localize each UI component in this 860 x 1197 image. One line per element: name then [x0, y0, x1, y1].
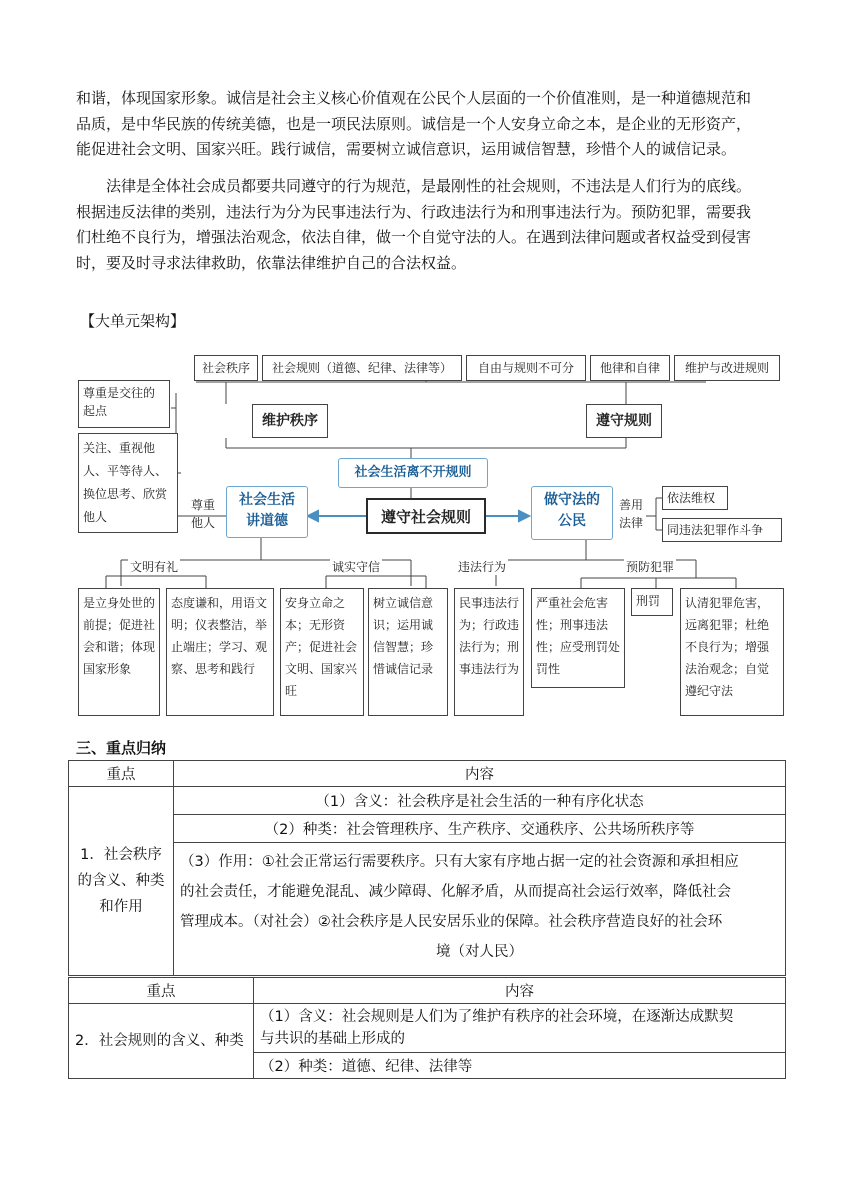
bottom-box-civil-1: 是立身处世的前提；促进社会和谐；体现国家形象	[78, 588, 160, 716]
bottom-box-civil-2: 态度谦和，用语文明；仪表整洁，举止端庄；学习、观察、思考和践行	[166, 588, 274, 716]
top-box-social-rules: 社会规则（道德、纪律、法律等）	[262, 355, 462, 381]
table2-header-content: 内容	[254, 978, 786, 1004]
top-box-freedom-rules: 自由与规则不可分	[466, 355, 586, 381]
bottom-box-crime-features: 严重社会危害性；刑事违法性；应受刑罚处罚性	[531, 588, 625, 688]
bottom-box-prevent: 认清犯罪危害，远离犯罪；杜绝不良行为；增强法治观念；自觉遵纪守法	[680, 588, 784, 716]
table1-content-meaning: （1）含义：社会秩序是社会生活的一种有序化状态	[174, 787, 786, 815]
table1-header-key: 重点	[69, 761, 174, 787]
follow-rules-box: 遵守规则	[586, 404, 662, 438]
bottom-box-honest-1: 安身立命之本；无形资产；促进社会文明、国家兴旺	[280, 588, 364, 716]
unit-framework-diagram	[76, 338, 786, 722]
table2-content-meaning: （1）含义：社会规则是人们为了维护有秩序的社会环境，在逐渐达成默契 与共识的基础上形成的	[254, 1004, 786, 1053]
table1-content-function: （3）作用：①社会正常运行需要秩序。只有大家有序地占据一定的社会资源和承担相应 的社会责任，才能避免混乱、减少障碍、化解矛盾，从而提高社会运行效率，降低社会 管理成本。（对社会）②社会秩序是人民安居乐业的保障。社会秩序营造良好的社会环 境（对人民）	[174, 843, 786, 976]
bottom-box-illegal: 民事违法行为；行政违法行为；刑事违法行为	[454, 588, 524, 716]
paragraph-law: 法律是全体社会成员都要共同遵守的行为规范，是最刚性的社会规则，不违法是人们行为的底线。 根据违反法律的类别，违法行为分为民事违法行为、行政违法行为和刑事违法行为。预防犯罪，需要我 们杜绝不良行为，增强法治观念，依法自律，做一个自觉守法的人。在遇到法律问题或者权益受到侵害 时，要及时寻求法律救助，依靠法律维护自己的合法权益。	[76, 177, 752, 272]
left-box-respect-ways: 关注、重视他人、平等待人、换位思考、欣赏他人	[78, 433, 178, 533]
right-box-rights: 依法维权	[662, 486, 728, 510]
table1-content-types: （2）种类：社会管理秩序、生产秩序、交通秩序、公共场所秩序等	[174, 815, 786, 843]
table2-row-key: 2．社会规则的含义、种类	[69, 1004, 254, 1079]
respect-others-label: 尊重他人	[190, 498, 215, 530]
right-node-law-abiding: 做守法的公民	[531, 486, 613, 540]
key-points-table-2	[68, 977, 786, 1079]
table2-content-types: （2）种类：道德、纪律、法律等	[254, 1053, 786, 1079]
paragraph-integrity: 和谐，体现国家形象。诚信是社会主义核心价值观在公民个人层面的一个价值准则，是一种道德规范和 品质，是中华民族的传统美德，也是一项民法原则。诚信是一个人安身立命之本，是企业的无形资产， 能促进社会文明、国家兴旺。践行诚信，需要树立诚信意识，运用诚信智慧，珍惜个人的诚信记录。	[76, 89, 752, 158]
branch-civil: 文明有礼	[130, 560, 179, 574]
top-box-social-order: 社会秩序	[194, 355, 258, 381]
left-box-respect-start: 尊重是交往的起点	[78, 380, 170, 428]
use-law-label: 善用法律	[618, 498, 643, 530]
bottom-box-penalty: 刑罚	[631, 588, 673, 616]
left-node-morality: 社会生活讲道德	[226, 486, 308, 538]
section-framework-title: 【大单元架构】	[80, 312, 186, 330]
branch-honest: 诚实守信	[332, 560, 381, 574]
table2-header-key: 重点	[69, 978, 254, 1004]
center-node: 遵守社会规则	[366, 498, 486, 534]
table1-header-content: 内容	[174, 761, 786, 787]
maintain-order-box: 维护秩序	[252, 404, 328, 438]
section-key-points-title: 三、重点归纳	[76, 739, 167, 757]
branch-illegal: 违法行为	[458, 560, 507, 574]
top-box-heteronomy-autonomy: 他律和自律	[590, 355, 670, 381]
life-needs-rules-box: 社会生活离不开规则	[338, 458, 488, 488]
bottom-box-honest-2: 树立诚信意识；运用诚信智慧；珍惜诚信记录	[368, 588, 448, 716]
right-box-fight-crime: 同违法犯罪作斗争	[662, 518, 782, 542]
top-box-maintain-improve-rules: 维护与改进规则	[674, 355, 780, 381]
branch-prevent: 预防犯罪	[626, 560, 675, 574]
table1-row-key: 1．社会秩序的含义、种类和作用	[69, 787, 174, 976]
key-points-table-1	[68, 760, 786, 976]
